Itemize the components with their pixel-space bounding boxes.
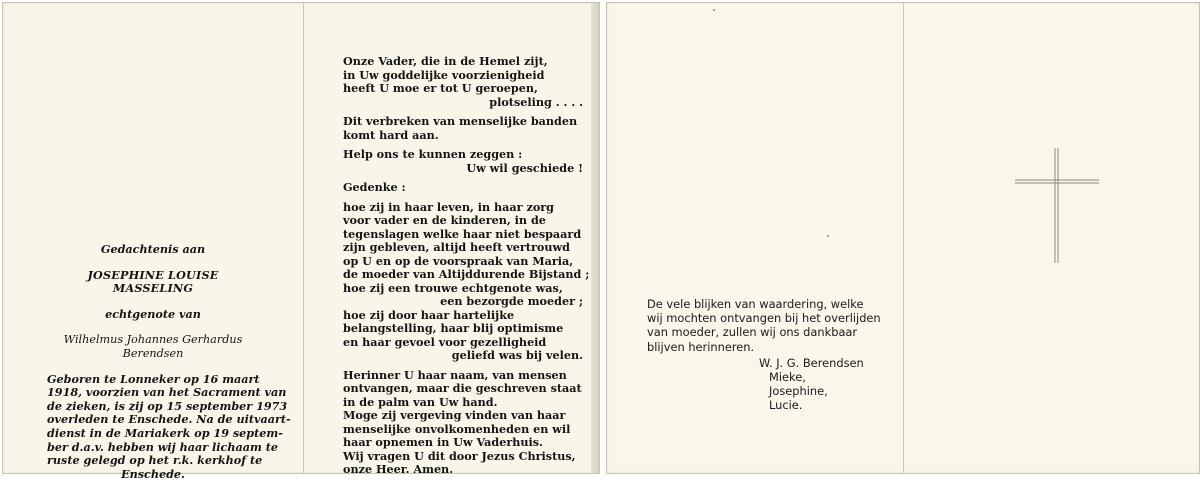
prayer-line: in de palm van Uw hand. bbox=[343, 394, 498, 409]
prayer-line: menselijke onvolkomenheden en wil bbox=[343, 421, 571, 436]
thanks-text bbox=[647, 297, 907, 413]
prayer-line: komt hard aan. bbox=[343, 127, 439, 142]
prayer-line: hoe zij door haar hartelijke bbox=[343, 307, 515, 322]
signer-name: Mieke, bbox=[769, 370, 806, 385]
prayer-line: en haar gevoel voor gezelligheid bbox=[343, 334, 547, 349]
thanks-line: blijven herinneren. bbox=[647, 339, 755, 354]
prayer-line: Gedenke : bbox=[343, 180, 406, 194]
paper-speck bbox=[713, 9, 715, 11]
prayer-line: de moeder van Altijddurende Bijstand ; bbox=[343, 267, 590, 281]
prayer-line: Moge zij vergeving vinden van haar bbox=[343, 408, 566, 422]
bio-line: Enschede. bbox=[121, 466, 185, 481]
paper-speck bbox=[827, 235, 829, 237]
signer-name: Lucie. bbox=[769, 398, 803, 413]
relation-label: echtgenote van bbox=[105, 306, 201, 321]
prayer-text bbox=[343, 54, 590, 483]
prayer-line: plotseling . . . . bbox=[489, 94, 583, 109]
prayer-paragraph bbox=[343, 199, 590, 363]
prayer-line: een bezorgde moeder ; bbox=[440, 294, 583, 308]
spouse-name-line1: Wilhelmus Johannes Gerhardus bbox=[63, 333, 243, 347]
prayer-line: Wij vragen U dit door Jezus Christus, bbox=[343, 448, 576, 463]
prayer-line: voor vader en de kinderen, in de bbox=[343, 213, 546, 227]
bio-line: de zieken, is zij op 15 september 1973 bbox=[47, 398, 288, 413]
prayer-line: zijn gebleven, altijd heeft vertrouwd bbox=[343, 240, 570, 254]
prayer-line: in Uw goddelijke voorzienigheid bbox=[343, 67, 545, 82]
prayer-line: belangstelling, haar blij optimisme bbox=[343, 321, 564, 335]
prayer-line: Help ons te kunnen zeggen : bbox=[343, 147, 523, 161]
prayer-paragraph bbox=[343, 115, 583, 142]
signer-name: Josephine, bbox=[769, 384, 828, 399]
prayer-line: Dit verbreken van menselijke banden bbox=[343, 114, 578, 128]
deceased-name: JOSEPHINE LOUISE MASSELING bbox=[87, 267, 219, 296]
bio-line: Geboren te Lonneker op 16 maart bbox=[47, 371, 260, 386]
fold-line bbox=[303, 3, 304, 473]
prayer-paragraph bbox=[343, 181, 583, 195]
signer-name: W. J. G. Berendsen bbox=[759, 355, 864, 370]
memorial-heading: Gedachtenis aan bbox=[100, 242, 206, 256]
prayer-line: heeft U moe er tot U geroepen, bbox=[343, 81, 538, 95]
prayer-line: Onze Vader, die in de Hemel zijt, bbox=[343, 54, 548, 68]
biography bbox=[47, 371, 291, 482]
bio-line: 1918, voorzien van het Sacrament van bbox=[47, 385, 287, 400]
prayer-line: onze Heer. Amen. bbox=[343, 462, 454, 476]
prayer-line: ontvangen, maar die geschreven staat bbox=[343, 381, 582, 395]
prayer-line: op U en op de voorspraak van Maria, bbox=[343, 253, 574, 268]
thanks-line: De vele blijken van waardering, welke bbox=[647, 297, 864, 311]
bio-line: ber d.a.v. hebben wij haar lichaam te bbox=[47, 439, 279, 454]
bio-line: ruste gelegd op het r.k. kerkhof te bbox=[47, 453, 263, 468]
thanks-line: wij mochten ontvangen bij het overlijden bbox=[647, 311, 881, 326]
prayer-line: geliefd was bij velen. bbox=[451, 348, 583, 362]
prayer-line: tegenslagen welke haar niet bespaard bbox=[343, 226, 582, 241]
prayer-line: haar opnemen in Uw Vaderhuis. bbox=[343, 435, 543, 449]
memorial-card-outer bbox=[606, 2, 1200, 474]
prayer-paragraph bbox=[343, 369, 583, 477]
memorial-text bbox=[47, 242, 291, 481]
latin-cross-icon bbox=[1015, 148, 1099, 263]
thanks-line: van moeder, zullen wij ons dankbaar bbox=[647, 325, 858, 340]
spouse-name-line2: Berendsen bbox=[122, 346, 184, 360]
prayer-line: Herinner U haar naam, van mensen bbox=[343, 367, 567, 382]
bio-line: overleden te Enschede. Na de uitvaart- bbox=[47, 412, 291, 427]
prayer-line: Uw wil geschiede ! bbox=[466, 160, 583, 175]
bio-line: dienst in de Mariakerk op 19 septem- bbox=[47, 425, 283, 440]
card-edge bbox=[591, 3, 599, 473]
prayer-paragraph bbox=[343, 55, 583, 109]
signers bbox=[759, 356, 907, 413]
memorial-card-inner bbox=[2, 2, 600, 481]
prayer-line: hoe zij in haar leven, in haar zorg bbox=[343, 199, 554, 214]
prayer-line: hoe zij een trouwe echtgenote was, bbox=[343, 280, 563, 295]
prayer-paragraph bbox=[343, 148, 583, 175]
